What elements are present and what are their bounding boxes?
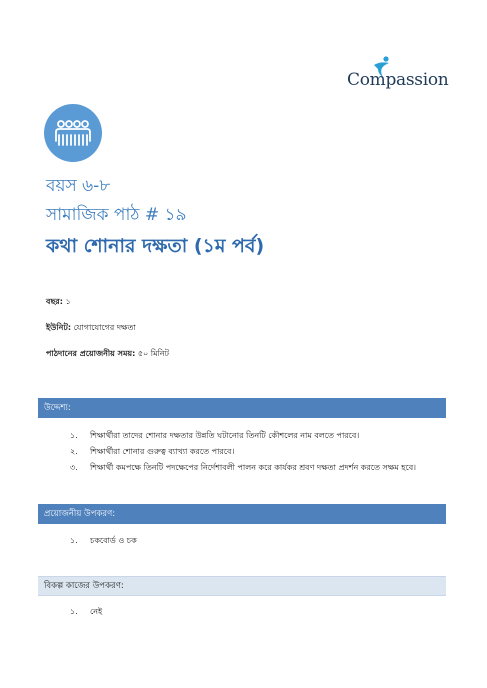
compassion-logo (347, 56, 449, 96)
meta-time-label: পাঠদানের প্রয়োজনীয় সময়: (46, 349, 136, 358)
meta-unit-value: যোগাযোগের দক্ষতা (73, 323, 136, 332)
list-item-text: শিক্ষার্থীরা শোনার গুরুত্ব ব্যাখ্যা করতে পারবে। (90, 446, 235, 456)
alt-materials-heading-text: বিকল্প কাজের উপকরণ: (44, 581, 124, 591)
objectives-list (70, 428, 416, 476)
lesson-title: কথা শোনার দক্ষতা (১ম পর্ব) (46, 235, 265, 257)
meta-year-value: ১ (65, 297, 71, 306)
list-item (70, 533, 137, 549)
children-icon-badge (44, 104, 102, 162)
objectives-heading-text: উদ্দেশ্য: (44, 403, 71, 413)
list-item-number: ৩. (70, 462, 78, 472)
list-item-text: শিক্ষার্থীরা তাদের শোনার দক্ষতার উন্নতি ঘটানোর তিনটি কৌশলের নাম বলতে পারবে। (90, 430, 360, 440)
meta-time (46, 348, 169, 361)
list-item (70, 604, 102, 620)
alt-materials-list (70, 604, 102, 620)
list-item-number: ১. (70, 606, 78, 616)
materials-heading-text: প্রয়োজনীয় উপকরণ: (44, 509, 116, 519)
list-item-text: নেই (90, 606, 103, 616)
list-item-text: শিক্ষার্থী কমপক্ষে তিনটি পদক্ষেপের নির্দেশাবলী পালন করে কার্যকর শ্রবণ দক্ষতা প্রদর্শন করতে সক্ষম হবে। (90, 462, 417, 472)
materials-list (70, 533, 137, 549)
meta-year (46, 296, 71, 309)
children-group-icon (53, 119, 93, 147)
lesson-number: সামাজিক পাঠ # ১৯ (46, 205, 187, 225)
list-item-number: ১. (70, 535, 78, 545)
list-item-text: চকবোর্ড ও চক (90, 535, 137, 545)
list-item-number: ২. (70, 446, 78, 456)
list-item (70, 460, 416, 476)
meta-unit (46, 322, 136, 335)
alt-materials-heading (38, 576, 446, 596)
meta-year-label: বছর: (46, 297, 63, 306)
meta-unit-label: ইউনিট: (46, 323, 72, 332)
meta-time-value: ৫০ মিনিট (137, 349, 169, 358)
list-item-number: ১. (70, 430, 78, 440)
materials-heading (38, 504, 446, 524)
logo-text: Compassion (347, 70, 449, 90)
objectives-heading (38, 398, 446, 418)
list-item (70, 428, 416, 444)
list-item (70, 444, 416, 460)
age-range: বয়স ৬-৮ (46, 176, 111, 196)
